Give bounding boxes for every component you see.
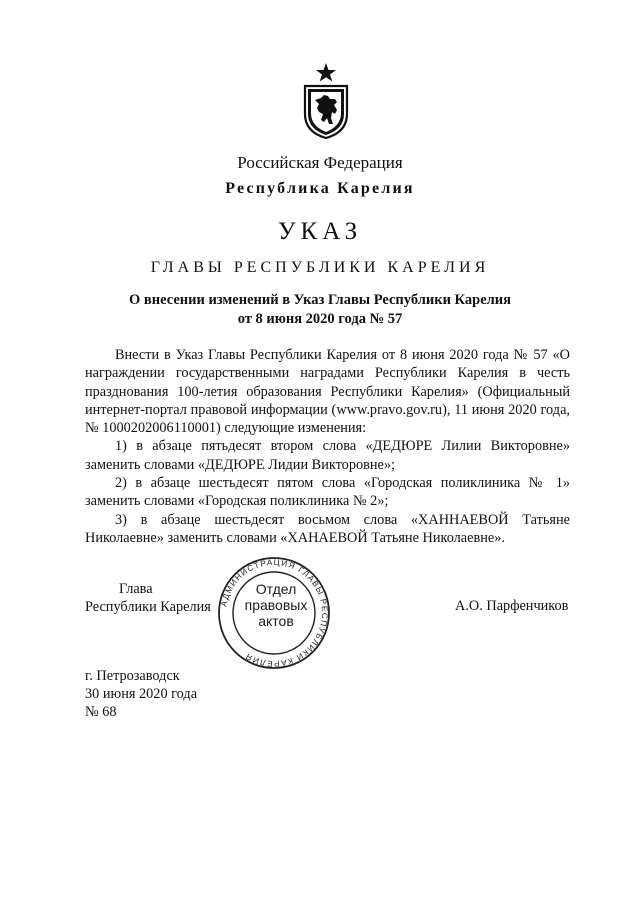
stamp-line-3: актов <box>258 613 294 629</box>
country-name: Российская Федерация <box>237 153 403 172</box>
stamp-line-1: Отдел <box>255 581 297 597</box>
body-paragraph: 3) в абзаце шестьдесят восьмом слова «ХАННАЕВОЙ Татьяне Николаевне» заменить словами «ХАНАЕВОЙ Татьяне Николаевне». <box>85 511 570 546</box>
stamp-line-2: правовых <box>244 597 308 613</box>
stamp-ring-text: АДМИНИСТРАЦИЯ ГЛАВЫ РЕСПУБЛИКИ КАРЕЛИЯ <box>219 557 330 669</box>
issue-date: 30 июня 2020 года <box>85 686 198 702</box>
signatory-title <box>85 580 211 616</box>
signatory-name: А.О. Парфенчиков <box>455 598 569 614</box>
title-line-1: О внесении изменений в Указ Главы Республики Карелия <box>129 292 511 308</box>
issuer-name: ГЛАВЫ РЕСПУБЛИКИ КАРЕЛИЯ <box>150 259 490 276</box>
document-footer <box>85 667 197 721</box>
document-type: УКАЗ <box>277 218 363 245</box>
body-paragraph: Внести в Указ Главы Республики Карелия от 8 июня 2020 года № 57 «О награждении государственными наградами Республики Карелия в честь празднования 100-летия образования Республики Карелия» (Официальный интернет-портал правовой информации (www.pravo.gov.ru), 11 июня 2020 года, № 1000202006110001) следующие изменения: <box>85 347 570 437</box>
title-line-2: от 8 июня 2020 года № 57 <box>237 311 403 327</box>
karelia-coat-of-arms-icon <box>299 62 353 140</box>
body-paragraph: 1) в абзаце пятьдесят втором слова «ДЕДЮРЕ Лилии Викторовне» заменить словами «ДЕДЮРЕ Лидии Викторовне»; <box>85 438 570 473</box>
document-body <box>85 346 570 547</box>
body-paragraph: 2) в абзаце шестьдесят пятом слова «Городская поликлиника № 1» заменить словами «Городская поликлиника № 2»; <box>85 475 570 510</box>
issue-city: г. Петрозаводск <box>85 668 180 684</box>
signatory-title-line-1: Глава <box>119 581 153 597</box>
stamp-inner-text <box>240 581 312 629</box>
republic-name: Республика Карелия <box>225 180 415 197</box>
document-number: № 68 <box>85 704 117 720</box>
document-title <box>0 291 640 329</box>
signatory-title-line-2: Республики Карелия <box>85 599 211 615</box>
